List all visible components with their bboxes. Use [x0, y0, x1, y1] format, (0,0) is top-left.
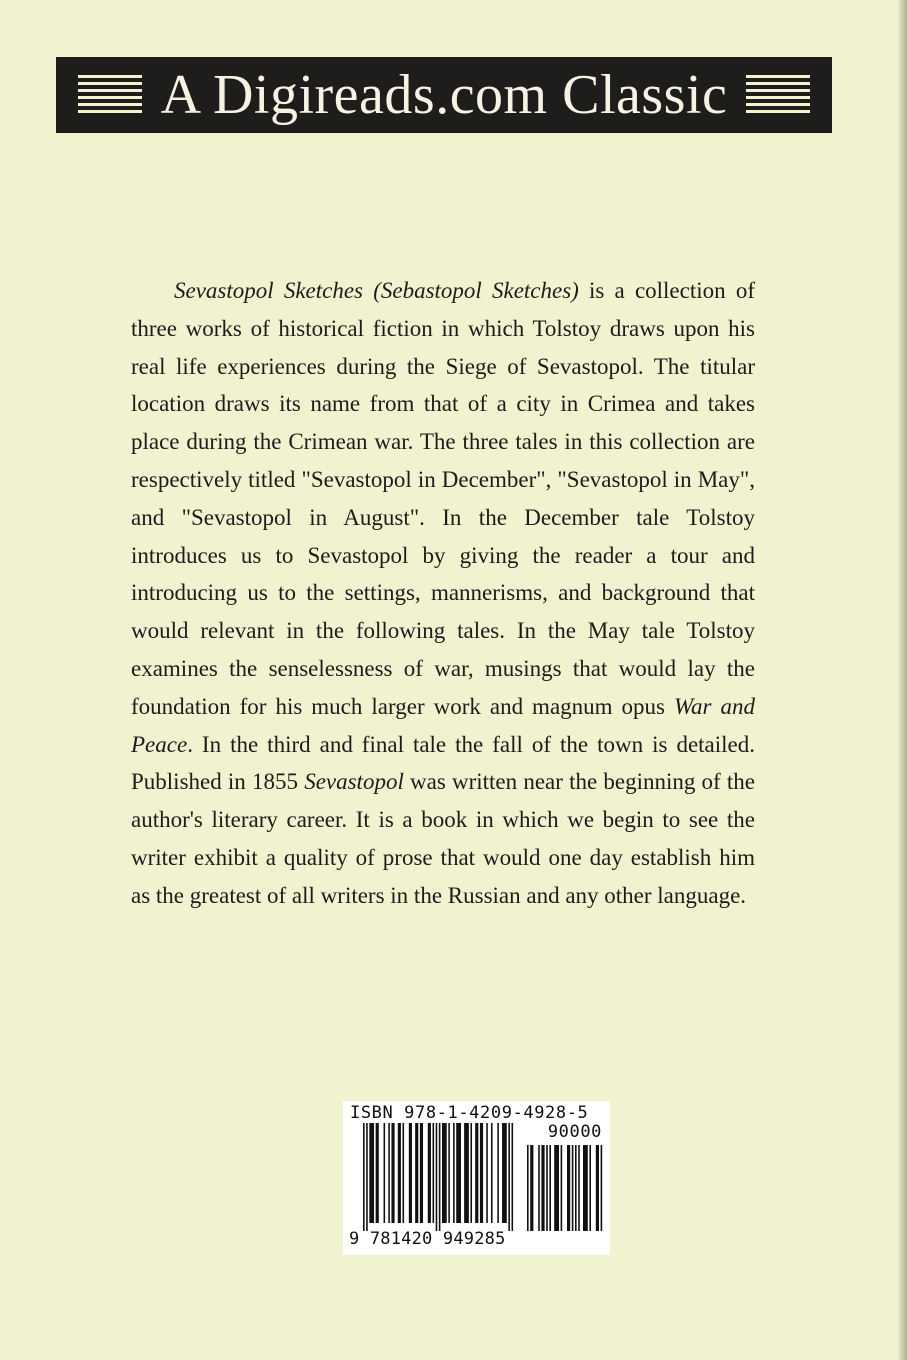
barcode-bar — [366, 1123, 368, 1231]
barcode-bar — [546, 1145, 548, 1231]
book-description — [131, 272, 755, 915]
barcode-bar — [453, 1123, 455, 1223]
italic-title-run: Sevastopol Sketches (Sebastopol Sketches) — [174, 278, 579, 303]
barcode-bar — [369, 1123, 374, 1223]
barcode-bar — [554, 1145, 559, 1231]
barcode-bar — [486, 1123, 488, 1223]
isbn-barcode — [343, 1101, 610, 1255]
barcode-bar — [601, 1145, 603, 1231]
barcode-bar — [420, 1123, 423, 1223]
barcode-bar — [530, 1145, 533, 1231]
barcode-bar — [549, 1145, 551, 1231]
page-edge-shadow — [897, 0, 907, 1360]
barcode-bar — [572, 1145, 574, 1231]
barcode-bar — [575, 1145, 577, 1231]
barcode-bar — [512, 1123, 514, 1231]
barcode-bar — [475, 1123, 478, 1223]
barcode-bar — [388, 1123, 390, 1223]
italic-title-run: Sevastopol — [304, 769, 404, 795]
barcode-bar — [439, 1123, 441, 1231]
barcode-bar — [527, 1145, 529, 1231]
barcode-bar — [491, 1123, 493, 1223]
barcode-bar — [464, 1123, 469, 1223]
barcode-bar — [415, 1123, 418, 1223]
barcode-bar — [480, 1123, 483, 1223]
barcode-bar — [561, 1145, 563, 1231]
barcode-bar — [391, 1123, 394, 1223]
barcode-bar — [363, 1123, 365, 1231]
barcode-bar — [583, 1145, 588, 1231]
barcode-bar — [508, 1123, 510, 1231]
series-banner — [56, 57, 832, 133]
barcode-bar — [398, 1123, 401, 1223]
barcode-bar — [470, 1123, 472, 1223]
italic-title-run: War and Peace — [131, 693, 755, 757]
barcode-bar — [433, 1123, 435, 1223]
barcode-bar — [456, 1123, 461, 1223]
ean-digits: 9 781420 949285 — [349, 1229, 506, 1249]
barcode-bar — [442, 1123, 447, 1223]
barcode-bar — [541, 1145, 544, 1231]
barcode-bar — [384, 1123, 386, 1223]
barcode-bar — [497, 1123, 499, 1223]
barcode-bar — [403, 1123, 405, 1223]
isbn-label: ISBN 978-1-4209-4928-5 — [350, 1103, 589, 1123]
price-addon-code: 90000 — [547, 1122, 602, 1142]
text-run: was written near the beginning of the author's literary career. It is a book in which we begin to see the writer exhibit a quality of prose that would one day establish him as the greatest of all writers in the Russian and any other language. — [131, 769, 755, 908]
barcode-bar — [436, 1123, 438, 1231]
barcode-bar — [589, 1145, 591, 1231]
barcode-bar — [596, 1145, 599, 1231]
banner-right-rules — [746, 75, 810, 121]
barcode-bar — [428, 1123, 431, 1223]
barcode-bar — [376, 1123, 379, 1223]
barcode-bar — [409, 1123, 412, 1223]
series-title: A Digireads.com Classic — [160, 64, 728, 126]
barcode-bar — [538, 1145, 540, 1231]
barcode-bar — [502, 1123, 507, 1223]
barcode-bar — [578, 1145, 580, 1231]
text-run: . In the third and final tale the fall of the town is detailed. Published in 1855 — [131, 731, 755, 795]
barcode-bar — [567, 1145, 570, 1231]
text-run: is a collection of three works of historical fiction in which Tolstoy draws upon his real life experiences during the Siege of Sevastopol. The titular location draws its name from that of a city in Crimea and takes place during the Crimean war. The three tales in this collection are respectively titled "Sevastopol in December", "Sevastopol in May", and "Sevastopol in August". In the December tale Tolstoy introduces us to Sevastopol by giving the reader a tour and introducing us to the settings, mannerisms, and background that would relevant in the following tales. In the May tale Tolstoy examines the senselessness of war, musings that would lay the foundation for his much larger work and magnum opus — [131, 278, 755, 719]
barcode-bar — [448, 1123, 450, 1223]
